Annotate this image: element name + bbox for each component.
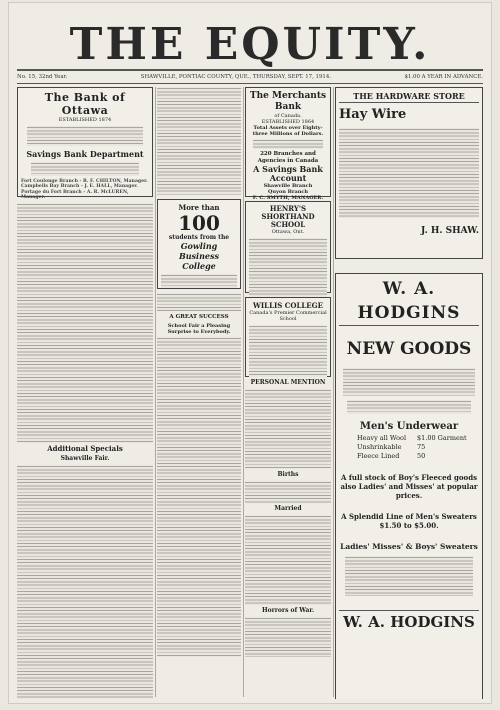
ottawa-bank-text bbox=[27, 126, 143, 146]
price-row: Fleece Lined 50 bbox=[357, 452, 426, 460]
school-fair-article bbox=[157, 337, 241, 657]
hardware-title: THE HARDWARE STORE bbox=[339, 91, 479, 103]
fair-prize-list bbox=[17, 465, 153, 699]
henrys-school-ad bbox=[245, 201, 331, 293]
sweaters-text bbox=[345, 556, 473, 596]
gowling-line1: More than bbox=[178, 203, 220, 212]
ottawa-savings-heading: Savings Bank Department bbox=[26, 149, 144, 159]
births-heading: Births bbox=[277, 471, 299, 478]
ladies-sweaters-heading: Ladies' Misses' & Boys' Sweaters bbox=[340, 542, 478, 551]
henrys-title: HENRY'S SHORTHAND SCHOOL bbox=[261, 204, 315, 229]
bank-of-ottawa-ad bbox=[17, 87, 153, 201]
merchants-total-assets: Total Assets over Eighty-three Millions of Dollars. bbox=[252, 125, 324, 137]
ottawa-branch-1: Fort Coulonge Branch - R. F. CHILTON, Manager. bbox=[21, 179, 148, 184]
shawville-fair-heading: Shawville Fair. bbox=[60, 455, 110, 462]
married-text bbox=[245, 515, 331, 605]
births-text bbox=[245, 481, 331, 503]
merchants-bank-title: The Merchants Bank bbox=[249, 91, 327, 112]
hodgins-ad bbox=[335, 273, 483, 699]
merchants-branches: 220 Branches and Agencies in Canada bbox=[257, 151, 319, 164]
additional-specials-heading: Additional Specials bbox=[47, 444, 123, 453]
hardware-store-ad bbox=[335, 87, 483, 259]
ottawa-branch-3: Portage du Fort Branch - A. R. McLUREN, Manager. bbox=[21, 189, 129, 201]
news-text-top bbox=[157, 87, 241, 195]
school-fair-subheading: School Fair a Pleasing Surprise to Everybody. bbox=[167, 323, 231, 335]
hodgins-name: W. A. HODGINS bbox=[339, 277, 479, 326]
sweaters-line: A Splendid Line of Men's Sweaters $1.50 to $5.00. bbox=[341, 512, 477, 530]
hodgins-footer: W. A. HODGINS bbox=[339, 610, 479, 633]
hardware-text bbox=[339, 128, 479, 218]
merchants-bank-established: ESTABLISHED 1864 bbox=[261, 119, 315, 125]
willis-college-ad bbox=[245, 297, 331, 377]
price-row: Unshrinkable 75 bbox=[357, 443, 426, 451]
gowling-ad bbox=[157, 199, 241, 289]
new-goods-headline: NEW GOODS bbox=[346, 339, 472, 359]
great-success-heading: A GREAT SUCCESS bbox=[169, 314, 229, 320]
merchants-shawville: Shawville Branch bbox=[263, 183, 313, 189]
willis-sub: Canada's Premier Commercial School bbox=[249, 310, 327, 322]
henrys-city: Ottawa, Ont. bbox=[271, 229, 305, 235]
column-1 bbox=[17, 87, 153, 699]
henrys-text bbox=[249, 238, 327, 300]
gowling-line2: students from the bbox=[168, 234, 230, 241]
merchants-bank-sub: of Canada. bbox=[274, 113, 302, 119]
issue-number: No. 15, 32nd Year. bbox=[17, 74, 68, 80]
personal-mention-heading: PERSONAL MENTION bbox=[250, 379, 326, 386]
column-rule bbox=[333, 87, 334, 697]
merchants-bank-ad bbox=[245, 87, 331, 201]
personal-mention-text bbox=[245, 389, 331, 469]
gowling-number: 100 bbox=[178, 211, 220, 235]
fleeced-goods: A full stock of Boy's Fleeced goods also Ladies' and Misses' at popular prices. bbox=[340, 473, 478, 500]
column-2 bbox=[157, 87, 241, 699]
new-goods-text-2 bbox=[347, 400, 471, 414]
horrors-heading: Horrors of War. bbox=[261, 607, 315, 614]
price-row: Heavy all Wool $1.00 Garment bbox=[357, 434, 467, 442]
column-rule bbox=[243, 87, 244, 697]
dateline bbox=[17, 69, 483, 84]
horrors-text bbox=[245, 617, 331, 657]
newspaper-page bbox=[9, 3, 491, 703]
new-goods-text bbox=[343, 368, 475, 396]
date-location: SHAWVILLE, PONTIAC COUNTY, QUE., THURSDAY, SEPT. 17, 1914. bbox=[140, 74, 331, 80]
subscription-price: $1.00 A YEAR IN ADVANCE. bbox=[404, 74, 483, 80]
local-news-text bbox=[17, 203, 153, 443]
ottawa-savings-text bbox=[31, 162, 139, 176]
column-3 bbox=[245, 87, 331, 699]
willis-title: WILLIS COLLEGE bbox=[253, 301, 323, 310]
merchants-quyon: Quyon Branch bbox=[267, 189, 309, 195]
married-heading: Married bbox=[274, 505, 302, 512]
gowling-school: Gowling Business College bbox=[178, 241, 220, 271]
mens-underwear-heading: Men's Underwear bbox=[359, 421, 459, 432]
gowling-text bbox=[161, 274, 237, 288]
merchants-bank-text bbox=[253, 139, 323, 149]
merchants-manager: F. C. SMYTH, MANAGER. bbox=[252, 195, 324, 201]
column-4 bbox=[335, 87, 483, 699]
willis-text bbox=[249, 325, 327, 377]
column-rule bbox=[155, 87, 156, 697]
ottawa-bank-established: ESTABLISHED 1874 bbox=[58, 117, 112, 123]
merchants-savings: A Savings Bank Account bbox=[253, 164, 323, 183]
news-text-mid bbox=[157, 293, 241, 311]
ottawa-branch-2: Campbells Bay Branch - J. E. HALL, Manager. bbox=[21, 184, 138, 190]
hardware-headline: Hay Wire bbox=[339, 107, 407, 122]
ottawa-bank-title: The Bank of Ottawa bbox=[44, 91, 126, 117]
masthead-title: THE EQUITY. bbox=[69, 19, 431, 70]
underwear-price-list bbox=[339, 434, 479, 461]
hardware-owner: J. H. SHAW. bbox=[421, 226, 479, 236]
